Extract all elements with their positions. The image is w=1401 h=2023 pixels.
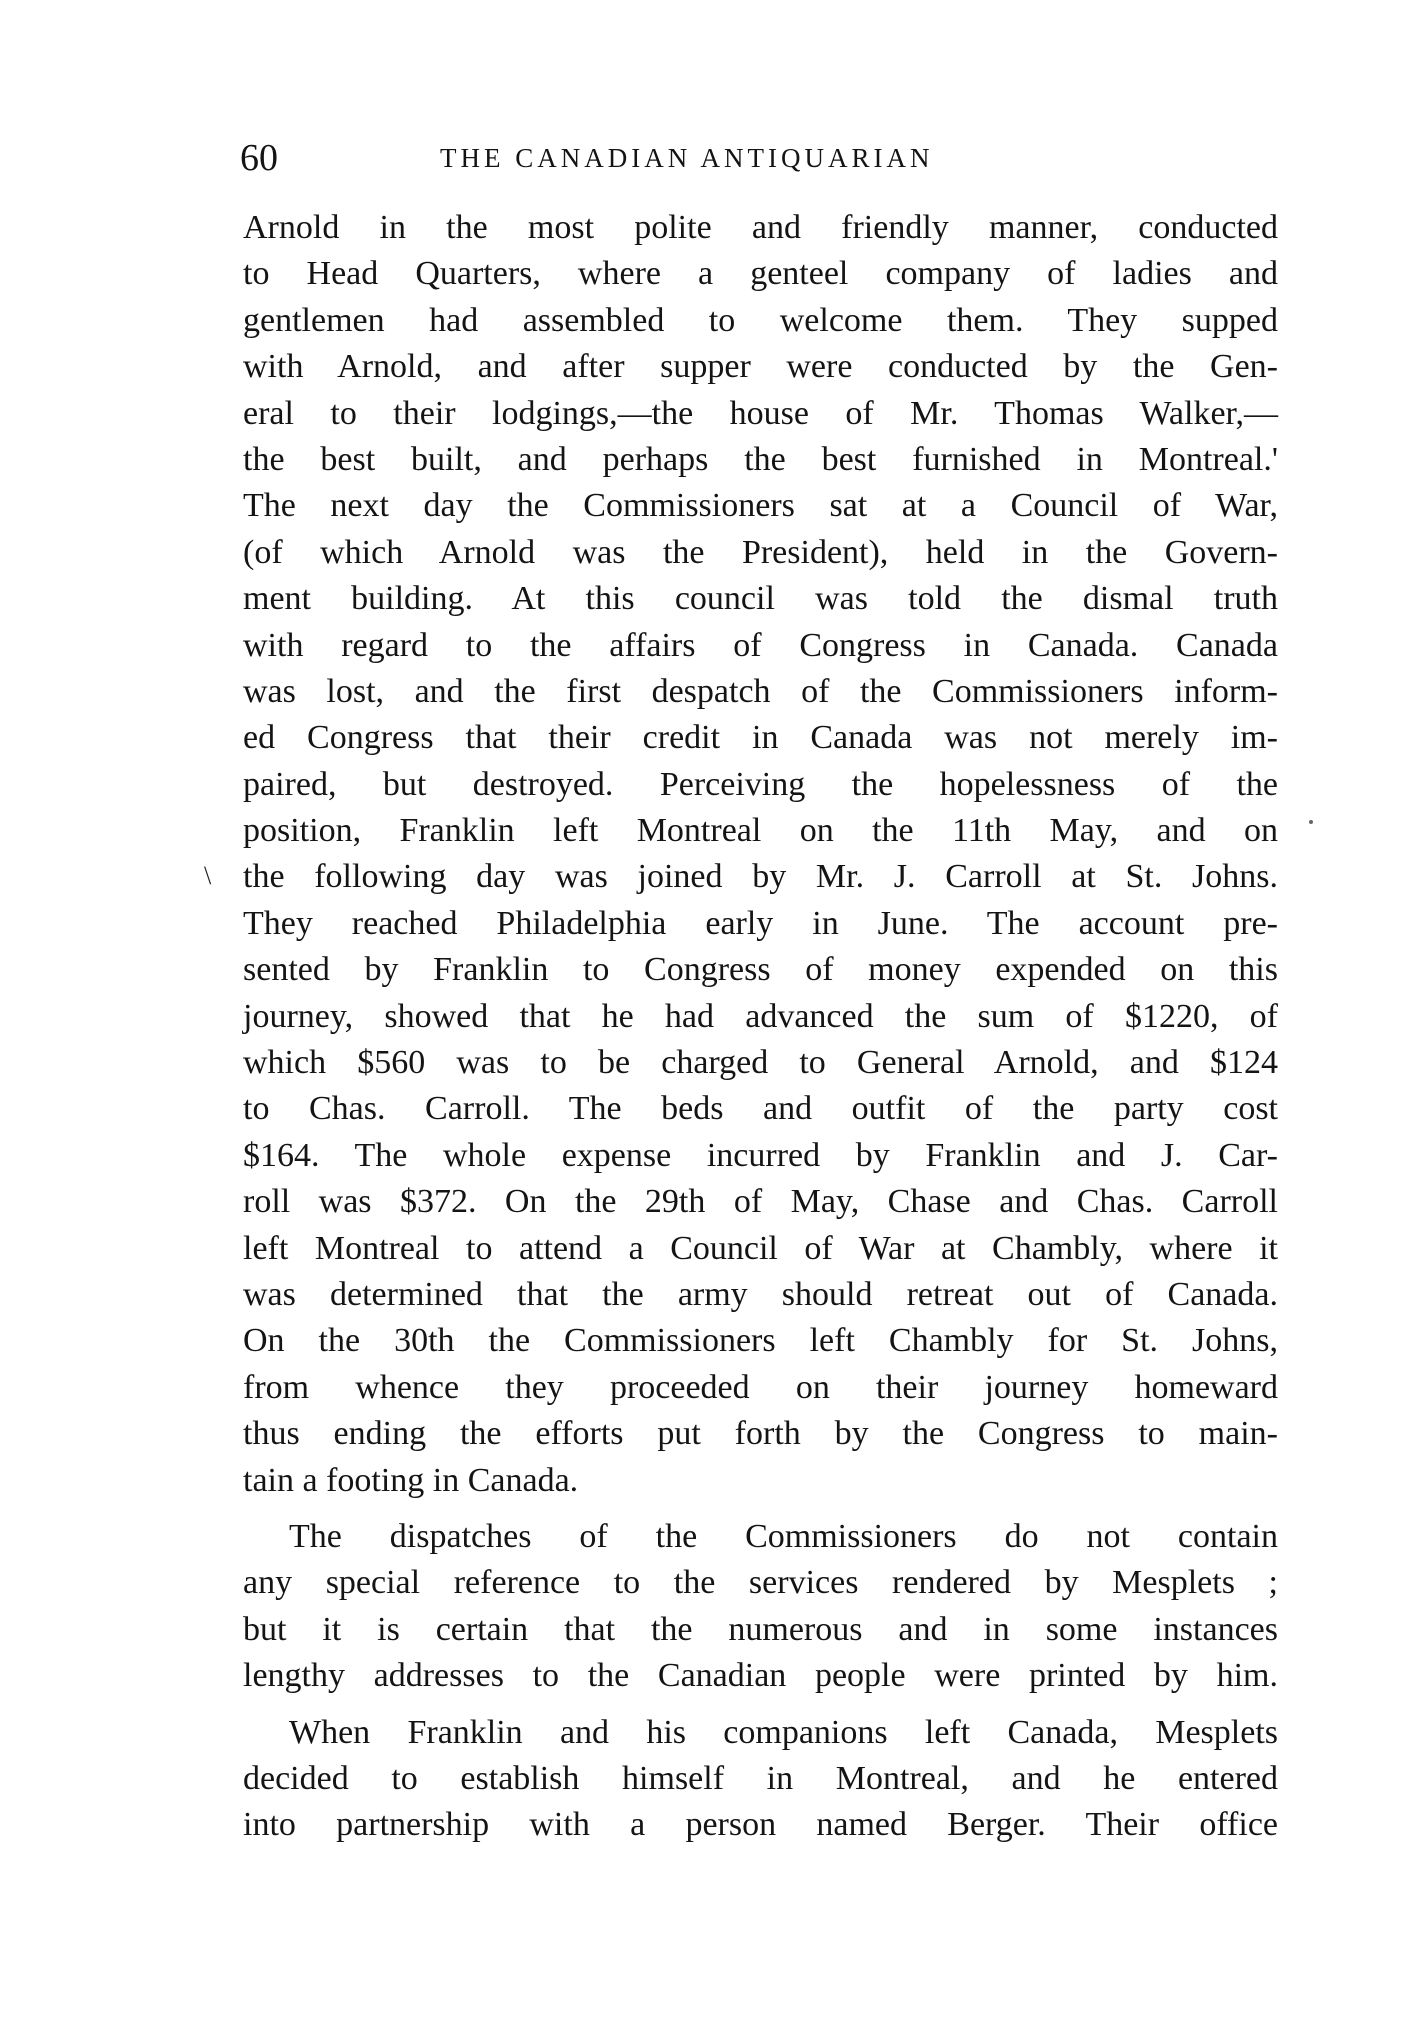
text-line: When Franklin and his companions left Canada, Mesplets: [289, 1713, 1278, 1751]
body-text: [243, 205, 1278, 1849]
text-line: On the 30th the Commissioners left Chambly for St. Johns,: [243, 1322, 1278, 1360]
paragraph-gap: [243, 1504, 1278, 1514]
paragraph-gap: [243, 1700, 1278, 1710]
text-line: eral to their lodgings,—the house of Mr. Thomas Walker,—: [243, 394, 1278, 432]
text-line: was lost, and the first despatch of the Commissioners inform-: [243, 672, 1278, 710]
text-line: the best built, and perhaps the best furnished in Montreal.': [243, 440, 1278, 478]
text-line: tain a footing in Canada.: [243, 1461, 579, 1499]
text-line: which $560 was to be charged to General Arnold, and $124: [243, 1044, 1278, 1082]
text-line: to Chas. Carroll. The beds and outfit of the party cost: [243, 1090, 1278, 1128]
text-line: into partnership with a person named Berger. Their office: [243, 1806, 1278, 1844]
text-line: roll was $372. On the 29th of May, Chase and Chas. Carroll: [243, 1183, 1278, 1221]
text-line: position, Franklin left Montreal on the 11th May, and on: [243, 812, 1278, 850]
text-line: paired, but destroyed. Perceiving the hopelessness of the: [243, 765, 1278, 803]
text-line: but it is certain that the numerous and in some instances: [243, 1610, 1278, 1648]
page-header: [240, 133, 1282, 183]
page-number: 60: [240, 137, 278, 179]
text-line: thus ending the efforts put forth by the Congress to main-: [243, 1415, 1278, 1453]
text-line: any special reference to the services rendered by Mesplets ;: [243, 1564, 1278, 1602]
text-line: journey, showed that he had advanced the sum of $1220, of: [243, 997, 1278, 1035]
text-line: sented by Franklin to Congress of money expended on this: [243, 951, 1278, 989]
running-head: THE CANADIAN ANTIQUARIAN: [440, 143, 934, 173]
stray-dot: [1309, 820, 1313, 824]
text-line: (of which Arnold was the President), held in the Govern-: [243, 533, 1278, 571]
text-line: The next day the Commissioners sat at a Council of War,: [243, 487, 1278, 525]
text-line: the following day was joined by Mr. J. Carroll at St. Johns.: [243, 858, 1278, 896]
text-line: with regard to the affairs of Congress in Canada. Canada: [243, 626, 1278, 664]
text-line: left Montreal to attend a Council of War at Chambly, where it: [243, 1229, 1278, 1267]
text-line: ed Congress that their credit in Canada was not merely im-: [243, 719, 1278, 757]
paragraph-2: [243, 1514, 1278, 1700]
text-line: with Arnold, and after supper were conducted by the Gen-: [243, 348, 1278, 386]
text-line: to Head Quarters, where a genteel company of ladies and: [243, 255, 1278, 293]
text-line: decided to establish himself in Montreal, and he entered: [243, 1759, 1278, 1797]
text-line: was determined that the army should retreat out of Canada.: [243, 1275, 1278, 1313]
paragraph-1: [243, 205, 1278, 1504]
text-line: $164. The whole expense incurred by Franklin and J. Car-: [243, 1136, 1278, 1174]
text-line: from whence they proceeded on their journey homeward: [243, 1368, 1278, 1406]
text-line: Arnold in the most polite and friendly manner, conducted: [243, 209, 1278, 246]
text-line: The dispatches of the Commissioners do not contain: [289, 1517, 1278, 1555]
text-line: gentlemen had assembled to welcome them. They supped: [243, 301, 1278, 339]
paragraph-3: [243, 1710, 1278, 1849]
margin-mark: \: [204, 861, 212, 890]
text-line: lengthy addresses to the Canadian people were printed by him.: [243, 1657, 1278, 1695]
text-line: ment building. At this council was told the dismal truth: [243, 580, 1278, 618]
text-line: They reached Philadelphia early in June. The account pre-: [243, 904, 1278, 942]
